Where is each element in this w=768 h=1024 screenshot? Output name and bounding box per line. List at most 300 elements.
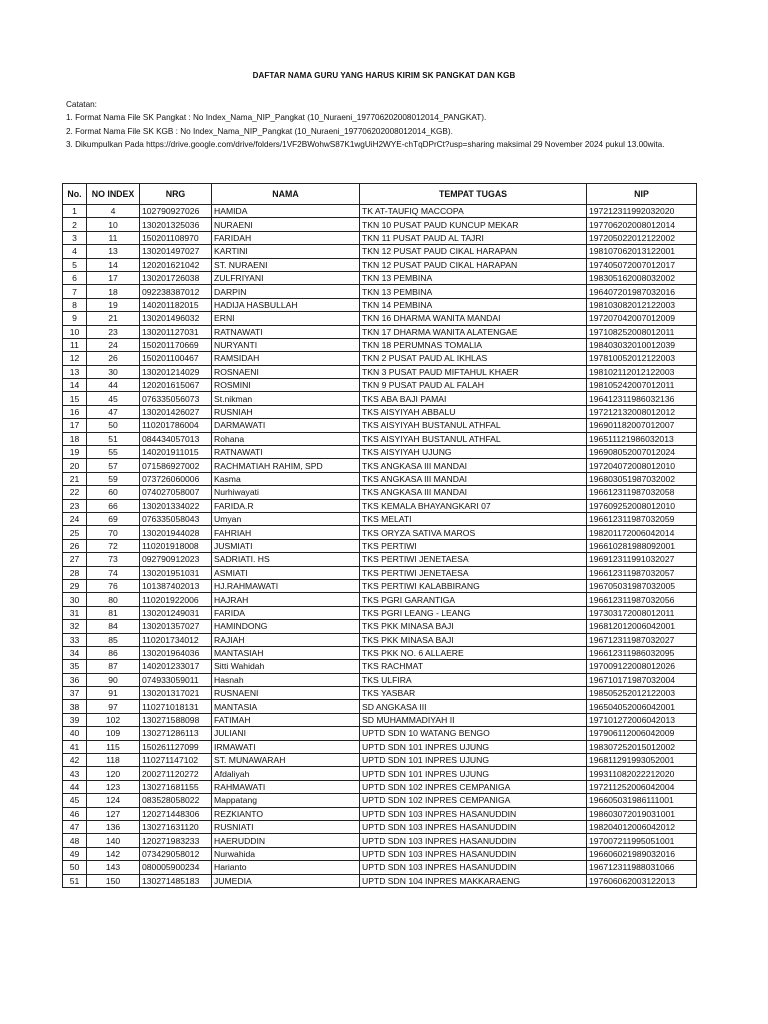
cell-nrg: 130201497027 xyxy=(140,245,212,258)
cell-nrg: 130201964036 xyxy=(140,646,212,659)
table-row xyxy=(63,660,697,673)
cell-tempat-tugas: TKN 11 PUSAT PAUD AL TAJRI xyxy=(360,231,587,244)
cell-no-index: 50 xyxy=(87,419,140,432)
table-row xyxy=(63,446,697,459)
table-row xyxy=(63,847,697,860)
cell-tempat-tugas: TKN 2 PUSAT PAUD AL IKHLAS xyxy=(360,352,587,365)
cell-tempat-tugas: TKN 13 PEMBINA xyxy=(360,271,587,284)
cell-nama: NURAENI xyxy=(212,218,360,231)
cell-nrg: 073726060006 xyxy=(140,472,212,485)
cell-no-index: 150 xyxy=(87,874,140,887)
cell-nrg: 120271448306 xyxy=(140,807,212,820)
cell-nama: MANTASIAH xyxy=(212,646,360,659)
cell-nama: RATNAWATI xyxy=(212,325,360,338)
cell-nama: RUSNIATI xyxy=(212,820,360,833)
cell-no: 16 xyxy=(63,405,87,418)
table-body xyxy=(63,205,697,888)
cell-nip: 196511121986032013 xyxy=(587,432,697,445)
cell-nrg: 130201325036 xyxy=(140,218,212,231)
cell-nip: 196612311986032095 xyxy=(587,646,697,659)
cell-nama: Sitti Wahidah xyxy=(212,660,360,673)
cell-no: 8 xyxy=(63,298,87,311)
cell-no-index: 13 xyxy=(87,245,140,258)
cell-nrg: 080005900234 xyxy=(140,861,212,874)
cell-no-index: 14 xyxy=(87,258,140,271)
cell-nama: HAMINDONG xyxy=(212,620,360,633)
table-row xyxy=(63,365,697,378)
cell-nip: 196612311987032058 xyxy=(587,486,697,499)
table-row xyxy=(63,245,697,258)
cell-no: 42 xyxy=(63,754,87,767)
table-row xyxy=(63,593,697,606)
cell-tempat-tugas: TKS YASBAR xyxy=(360,687,587,700)
table-row xyxy=(63,579,697,592)
cell-nip: 198505252012122003 xyxy=(587,687,697,700)
cell-no-index: 72 xyxy=(87,539,140,552)
cell-nama: RAMSIDAH xyxy=(212,352,360,365)
cell-nip: 197207042007012009 xyxy=(587,312,697,325)
cell-nama: JULIANI xyxy=(212,727,360,740)
cell-nama: FAHRIAH xyxy=(212,526,360,539)
cell-nip: 198603072019031001 xyxy=(587,807,697,820)
cell-no: 17 xyxy=(63,419,87,432)
cell-nrg: 130271485183 xyxy=(140,874,212,887)
cell-no: 41 xyxy=(63,740,87,753)
note-item-1: 1. Format Nama File SK Pangkat : No Index_Nama_NIP_Pangkat (10_Nuraeni_197706202008012014_PANGKAT). xyxy=(66,113,487,123)
table-header-row xyxy=(63,184,697,205)
cell-nrg: 073429058012 xyxy=(140,847,212,860)
cell-no-index: 115 xyxy=(87,740,140,753)
cell-no-index: 91 xyxy=(87,687,140,700)
cell-nip: 197009122008012026 xyxy=(587,660,697,673)
cell-no-index: 23 xyxy=(87,325,140,338)
cell-no-index: 74 xyxy=(87,566,140,579)
table-row xyxy=(63,218,697,231)
column-header-no-index: NO INDEX xyxy=(87,184,140,205)
cell-no: 22 xyxy=(63,486,87,499)
table-row xyxy=(63,539,697,552)
column-header-no: No. xyxy=(63,184,87,205)
cell-no-index: 30 xyxy=(87,365,140,378)
cell-no: 18 xyxy=(63,432,87,445)
cell-tempat-tugas: TKS RACHMAT xyxy=(360,660,587,673)
cell-tempat-tugas: TKS PERTIWI xyxy=(360,539,587,552)
cell-nama: SADRIATI. HS xyxy=(212,553,360,566)
table-row xyxy=(63,727,697,740)
cell-tempat-tugas: TKS ANGKASA III MANDAI xyxy=(360,459,587,472)
cell-nama: KARTINI xyxy=(212,245,360,258)
cell-nip: 196803051987032002 xyxy=(587,472,697,485)
cell-nrg: 130201357027 xyxy=(140,620,212,633)
cell-no: 44 xyxy=(63,780,87,793)
column-header-tempat-tugas: TEMPAT TUGAS xyxy=(360,184,587,205)
cell-no: 46 xyxy=(63,807,87,820)
table-row xyxy=(63,553,697,566)
cell-nrg: 130201249031 xyxy=(140,606,212,619)
cell-nama: RUSNIAH xyxy=(212,405,360,418)
table-row xyxy=(63,486,697,499)
cell-tempat-tugas: UPTD SDN 102 INPRES CEMPANIGA xyxy=(360,780,587,793)
table-row xyxy=(63,754,697,767)
cell-nip: 196605031986111001 xyxy=(587,794,697,807)
cell-no-index: 24 xyxy=(87,338,140,351)
cell-nama: Nurhiwayati xyxy=(212,486,360,499)
cell-no: 24 xyxy=(63,512,87,525)
table-row xyxy=(63,231,697,244)
cell-nama: Afdaliyah xyxy=(212,767,360,780)
cell-no: 11 xyxy=(63,338,87,351)
cell-tempat-tugas: UPTD SDN 103 INPRES HASANUDDIN xyxy=(360,820,587,833)
cell-nama: Umyan xyxy=(212,512,360,525)
cell-nrg: 140201182015 xyxy=(140,298,212,311)
cell-no: 49 xyxy=(63,847,87,860)
cell-nip: 197606062003122013 xyxy=(587,874,697,887)
cell-nrg: 101387402013 xyxy=(140,579,212,592)
cell-nama: Harianto xyxy=(212,861,360,874)
cell-tempat-tugas: TKN 16 DHARMA WANITA MANDAI xyxy=(360,312,587,325)
cell-no: 10 xyxy=(63,325,87,338)
cell-no: 28 xyxy=(63,566,87,579)
cell-nip: 196612311987032056 xyxy=(587,593,697,606)
cell-nip: 198307252015012002 xyxy=(587,740,697,753)
cell-tempat-tugas: UPTD SDN 104 INPRES MAKKARAENG xyxy=(360,874,587,887)
table-row xyxy=(63,258,697,271)
cell-no: 38 xyxy=(63,700,87,713)
cell-tempat-tugas: TKS PERTIWI KALABBIRANG xyxy=(360,579,587,592)
cell-nrg: 140201911015 xyxy=(140,446,212,459)
cell-no-index: 69 xyxy=(87,512,140,525)
cell-nip: 197405072007012017 xyxy=(587,258,697,271)
cell-tempat-tugas: TKS ULFIRA xyxy=(360,673,587,686)
table-row xyxy=(63,834,697,847)
cell-no-index: 10 xyxy=(87,218,140,231)
cell-nama: Kasma xyxy=(212,472,360,485)
cell-no-index: 87 xyxy=(87,660,140,673)
cell-nip: 196606021989032016 xyxy=(587,847,697,860)
cell-no-index: 142 xyxy=(87,847,140,860)
notes-heading: Catatan: xyxy=(66,100,97,109)
cell-tempat-tugas: TKS PKK MINASA BAJI xyxy=(360,633,587,646)
cell-nip: 197810052012122003 xyxy=(587,352,697,365)
cell-nrg: 130201496032 xyxy=(140,312,212,325)
cell-nrg: 092790912023 xyxy=(140,553,212,566)
cell-tempat-tugas: TKS PGRI GARANTIGA xyxy=(360,593,587,606)
note-item-3: 3. Dikumpulkan Pada https://drive.google.com/drive/folders/1VF2BWohwS87K1wgUiH2WYE-chTqDPrCt?usp=sharing maksimal 29 November 2024 pukul 13.00wita. xyxy=(66,140,665,150)
cell-tempat-tugas: TKS ABA BAJI PAMAI xyxy=(360,392,587,405)
cell-nrg: 130201944028 xyxy=(140,526,212,539)
cell-no-index: 97 xyxy=(87,700,140,713)
table-row xyxy=(63,338,697,351)
table-row xyxy=(63,740,697,753)
cell-no: 32 xyxy=(63,620,87,633)
cell-tempat-tugas: TKN 12 PUSAT PAUD CIKAL HARAPAN xyxy=(360,258,587,271)
cell-nrg: 130201726038 xyxy=(140,271,212,284)
cell-no-index: 17 xyxy=(87,271,140,284)
cell-nip: 196901182007012007 xyxy=(587,419,697,432)
cell-nip: 196705031987032005 xyxy=(587,579,697,592)
cell-nama: MANTASIA xyxy=(212,700,360,713)
cell-nama: St.nikman xyxy=(212,392,360,405)
cell-nrg: 150261127099 xyxy=(140,740,212,753)
cell-no: 48 xyxy=(63,834,87,847)
cell-nrg: 120201621042 xyxy=(140,258,212,271)
column-header-nip: NIP xyxy=(587,184,697,205)
cell-nip: 197906112006042009 xyxy=(587,727,697,740)
cell-no-index: 86 xyxy=(87,646,140,659)
cell-no: 30 xyxy=(63,593,87,606)
cell-no: 15 xyxy=(63,392,87,405)
table-row xyxy=(63,767,697,780)
cell-nrg: 076335056073 xyxy=(140,392,212,405)
cell-nip: 197007211995051001 xyxy=(587,834,697,847)
table-row xyxy=(63,820,697,833)
cell-nrg: 074027058007 xyxy=(140,486,212,499)
cell-no: 25 xyxy=(63,526,87,539)
cell-nama: Rohana xyxy=(212,432,360,445)
cell-no-index: 118 xyxy=(87,754,140,767)
cell-no: 7 xyxy=(63,285,87,298)
table-row xyxy=(63,673,697,686)
cell-nrg: 110201918008 xyxy=(140,539,212,552)
cell-nrg: 130201426027 xyxy=(140,405,212,418)
cell-nrg: 074933059011 xyxy=(140,673,212,686)
cell-no: 6 xyxy=(63,271,87,284)
cell-no: 3 xyxy=(63,231,87,244)
cell-tempat-tugas: TKS PKK NO. 6 ALLAERE xyxy=(360,646,587,659)
cell-nrg: 071586927002 xyxy=(140,459,212,472)
cell-nip: 196710171987032004 xyxy=(587,673,697,686)
cell-tempat-tugas: UPTD SDN 103 INPRES HASANUDDIN xyxy=(360,807,587,820)
notes-section xyxy=(66,98,706,152)
cell-nrg: 200271120272 xyxy=(140,767,212,780)
table-row xyxy=(63,459,697,472)
cell-no-index: 57 xyxy=(87,459,140,472)
cell-nip: 198403032010012039 xyxy=(587,338,697,351)
cell-nama: RAJIAH xyxy=(212,633,360,646)
cell-nip: 197609252008012010 xyxy=(587,499,697,512)
cell-nrg: 110271018131 xyxy=(140,700,212,713)
cell-nama: HAJRAH xyxy=(212,593,360,606)
cell-nrg: 084434057013 xyxy=(140,432,212,445)
cell-nama: RAHMAWATI xyxy=(212,780,360,793)
cell-no-index: 84 xyxy=(87,620,140,633)
cell-nrg: 150201170669 xyxy=(140,338,212,351)
cell-nama: HJ.RAHMAWATI xyxy=(212,579,360,592)
cell-nrg: 130271631120 xyxy=(140,820,212,833)
cell-nrg: 110271147102 xyxy=(140,754,212,767)
cell-no-index: 70 xyxy=(87,526,140,539)
cell-nama: NURYANTI xyxy=(212,338,360,351)
cell-no: 9 xyxy=(63,312,87,325)
cell-tempat-tugas: TKS AISYIYAH UJUNG xyxy=(360,446,587,459)
cell-no: 45 xyxy=(63,794,87,807)
cell-nip: 198102112012122003 xyxy=(587,365,697,378)
cell-no-index: 51 xyxy=(87,432,140,445)
cell-no: 29 xyxy=(63,579,87,592)
cell-no: 2 xyxy=(63,218,87,231)
cell-nama: RUSNAENI xyxy=(212,687,360,700)
table-row xyxy=(63,566,697,579)
table-row xyxy=(63,432,697,445)
cell-nrg: 110201786004 xyxy=(140,419,212,432)
cell-tempat-tugas: TKS AISYIYAH ABBALU xyxy=(360,405,587,418)
cell-tempat-tugas: TKN 9 PUSAT PAUD AL FALAH xyxy=(360,379,587,392)
cell-nip: 198103082012122003 xyxy=(587,298,697,311)
cell-nrg: 130201317021 xyxy=(140,687,212,700)
cell-nrg: 120271983233 xyxy=(140,834,212,847)
cell-tempat-tugas: UPTD SDN 103 INPRES HASANUDDIN xyxy=(360,861,587,874)
cell-tempat-tugas: TKN 12 PUSAT PAUD CIKAL HARAPAN xyxy=(360,245,587,258)
cell-tempat-tugas: TKN 17 DHARMA WANITA ALATENGAE xyxy=(360,325,587,338)
cell-nama: ROSMINI xyxy=(212,379,360,392)
cell-nip: 196712311987032027 xyxy=(587,633,697,646)
cell-tempat-tugas: UPTD SDN 103 INPRES HASANUDDIN xyxy=(360,834,587,847)
cell-tempat-tugas: TKS MELATI xyxy=(360,512,587,525)
teacher-table xyxy=(62,183,697,888)
cell-nama: FARIDAH xyxy=(212,231,360,244)
table-row xyxy=(63,512,697,525)
cell-nama: HAERUDDIN xyxy=(212,834,360,847)
column-header-nrg: NRG xyxy=(140,184,212,205)
cell-no-index: 102 xyxy=(87,713,140,726)
cell-no: 21 xyxy=(63,472,87,485)
table-row xyxy=(63,874,697,887)
table-row xyxy=(63,633,697,646)
cell-nip: 197706202008012014 xyxy=(587,218,697,231)
cell-no-index: 143 xyxy=(87,861,140,874)
cell-tempat-tugas: TKS PKK MINASA BAJI xyxy=(360,620,587,633)
cell-nip: 196912311991032027 xyxy=(587,553,697,566)
cell-no-index: 90 xyxy=(87,673,140,686)
cell-nip: 197101272006042013 xyxy=(587,713,697,726)
cell-tempat-tugas: TKS PGRI LEANG - LEANG xyxy=(360,606,587,619)
cell-no: 13 xyxy=(63,365,87,378)
cell-no-index: 80 xyxy=(87,593,140,606)
cell-nip: 196812012006042001 xyxy=(587,620,697,633)
cell-tempat-tugas: TKS ANGKASA III MANDAI xyxy=(360,486,587,499)
cell-nip: 196412311986032136 xyxy=(587,392,697,405)
cell-nip: 197205022012122002 xyxy=(587,231,697,244)
cell-no-index: 59 xyxy=(87,472,140,485)
cell-nrg: 130201951031 xyxy=(140,566,212,579)
cell-nip: 196407201987032016 xyxy=(587,285,697,298)
cell-tempat-tugas: UPTD SDN 101 INPRES UJUNG xyxy=(360,754,587,767)
cell-nip: 197204072008012010 xyxy=(587,459,697,472)
cell-nip: 196612311987032057 xyxy=(587,566,697,579)
table-row xyxy=(63,312,697,325)
cell-no-index: 109 xyxy=(87,727,140,740)
cell-no-index: 55 xyxy=(87,446,140,459)
cell-nip: 198204012006042012 xyxy=(587,820,697,833)
cell-no-index: 44 xyxy=(87,379,140,392)
cell-nama: FATIMAH xyxy=(212,713,360,726)
cell-nrg: 092238387012 xyxy=(140,285,212,298)
cell-no: 12 xyxy=(63,352,87,365)
cell-nama: ST. NURAENI xyxy=(212,258,360,271)
cell-nrg: 110201922006 xyxy=(140,593,212,606)
column-header-nama: NAMA xyxy=(212,184,360,205)
cell-nrg: 130201334022 xyxy=(140,499,212,512)
cell-no: 40 xyxy=(63,727,87,740)
cell-nama: HADIJA HASBULLAH xyxy=(212,298,360,311)
cell-no-index: 19 xyxy=(87,298,140,311)
table-row xyxy=(63,419,697,432)
cell-no: 39 xyxy=(63,713,87,726)
cell-nrg: 102790927026 xyxy=(140,205,212,218)
cell-nama: ST. MUNAWARAH xyxy=(212,754,360,767)
cell-no: 20 xyxy=(63,459,87,472)
cell-nrg: 130271286113 xyxy=(140,727,212,740)
cell-nama: JUMEDIA xyxy=(212,874,360,887)
cell-nip: 198305162008032002 xyxy=(587,271,697,284)
table-row xyxy=(63,271,697,284)
cell-no-index: 73 xyxy=(87,553,140,566)
cell-nama: ERNI xyxy=(212,312,360,325)
cell-nama: Mappatang xyxy=(212,794,360,807)
table-row xyxy=(63,780,697,793)
cell-no: 35 xyxy=(63,660,87,673)
cell-nip: 197303172008012011 xyxy=(587,606,697,619)
cell-nrg: 083528058022 xyxy=(140,794,212,807)
cell-no: 23 xyxy=(63,499,87,512)
cell-nrg: 130201127031 xyxy=(140,325,212,338)
cell-tempat-tugas: TKN 13 PEMBINA xyxy=(360,285,587,298)
table-row xyxy=(63,499,697,512)
table-row xyxy=(63,713,697,726)
cell-no-index: 140 xyxy=(87,834,140,847)
table-row xyxy=(63,700,697,713)
cell-no-index: 85 xyxy=(87,633,140,646)
cell-nip: 196908052007012024 xyxy=(587,446,697,459)
cell-no: 14 xyxy=(63,379,87,392)
cell-nrg: 110201734012 xyxy=(140,633,212,646)
table-row xyxy=(63,794,697,807)
table-row xyxy=(63,392,697,405)
cell-nip: 198105242007012011 xyxy=(587,379,697,392)
cell-nrg: 076335058043 xyxy=(140,512,212,525)
cell-no: 43 xyxy=(63,767,87,780)
table-row xyxy=(63,379,697,392)
cell-nrg: 140201233017 xyxy=(140,660,212,673)
cell-nama: IRMAWATI xyxy=(212,740,360,753)
cell-nama: Nurwahida xyxy=(212,847,360,860)
cell-tempat-tugas: UPTD SDN 10 WATANG BENGO xyxy=(360,727,587,740)
cell-tempat-tugas: SD ANGKASA III xyxy=(360,700,587,713)
cell-nip: 196811291993052001 xyxy=(587,754,697,767)
cell-nip: 196712311988031066 xyxy=(587,861,697,874)
cell-nama: ROSNAENI xyxy=(212,365,360,378)
cell-nrg: 130271588098 xyxy=(140,713,212,726)
table-row xyxy=(63,807,697,820)
cell-nama: Hasnah xyxy=(212,673,360,686)
cell-nrg: 130271681155 xyxy=(140,780,212,793)
cell-no: 37 xyxy=(63,687,87,700)
cell-tempat-tugas: TKN 10 PUSAT PAUD KUNCUP MEKAR xyxy=(360,218,587,231)
cell-no-index: 76 xyxy=(87,579,140,592)
table-row xyxy=(63,205,697,218)
cell-tempat-tugas: TKS ORYZA SATIVA MAROS xyxy=(360,526,587,539)
cell-no-index: 4 xyxy=(87,205,140,218)
note-item-2: 2. Format Nama File SK KGB : No Index_Nama_NIP_Pangkat (10_Nuraeni_197706202008012014_KGB). xyxy=(66,126,453,136)
cell-nama: REZKIANTO xyxy=(212,807,360,820)
cell-nama: RACHMATIAH RAHIM, SPD xyxy=(212,459,360,472)
cell-no: 1 xyxy=(63,205,87,218)
cell-no-index: 81 xyxy=(87,606,140,619)
cell-nama: ZULFRIYANI xyxy=(212,271,360,284)
cell-tempat-tugas: UPTD SDN 101 INPRES UJUNG xyxy=(360,767,587,780)
cell-nip: 197211252006042004 xyxy=(587,780,697,793)
cell-nama: FARIDA.R xyxy=(212,499,360,512)
